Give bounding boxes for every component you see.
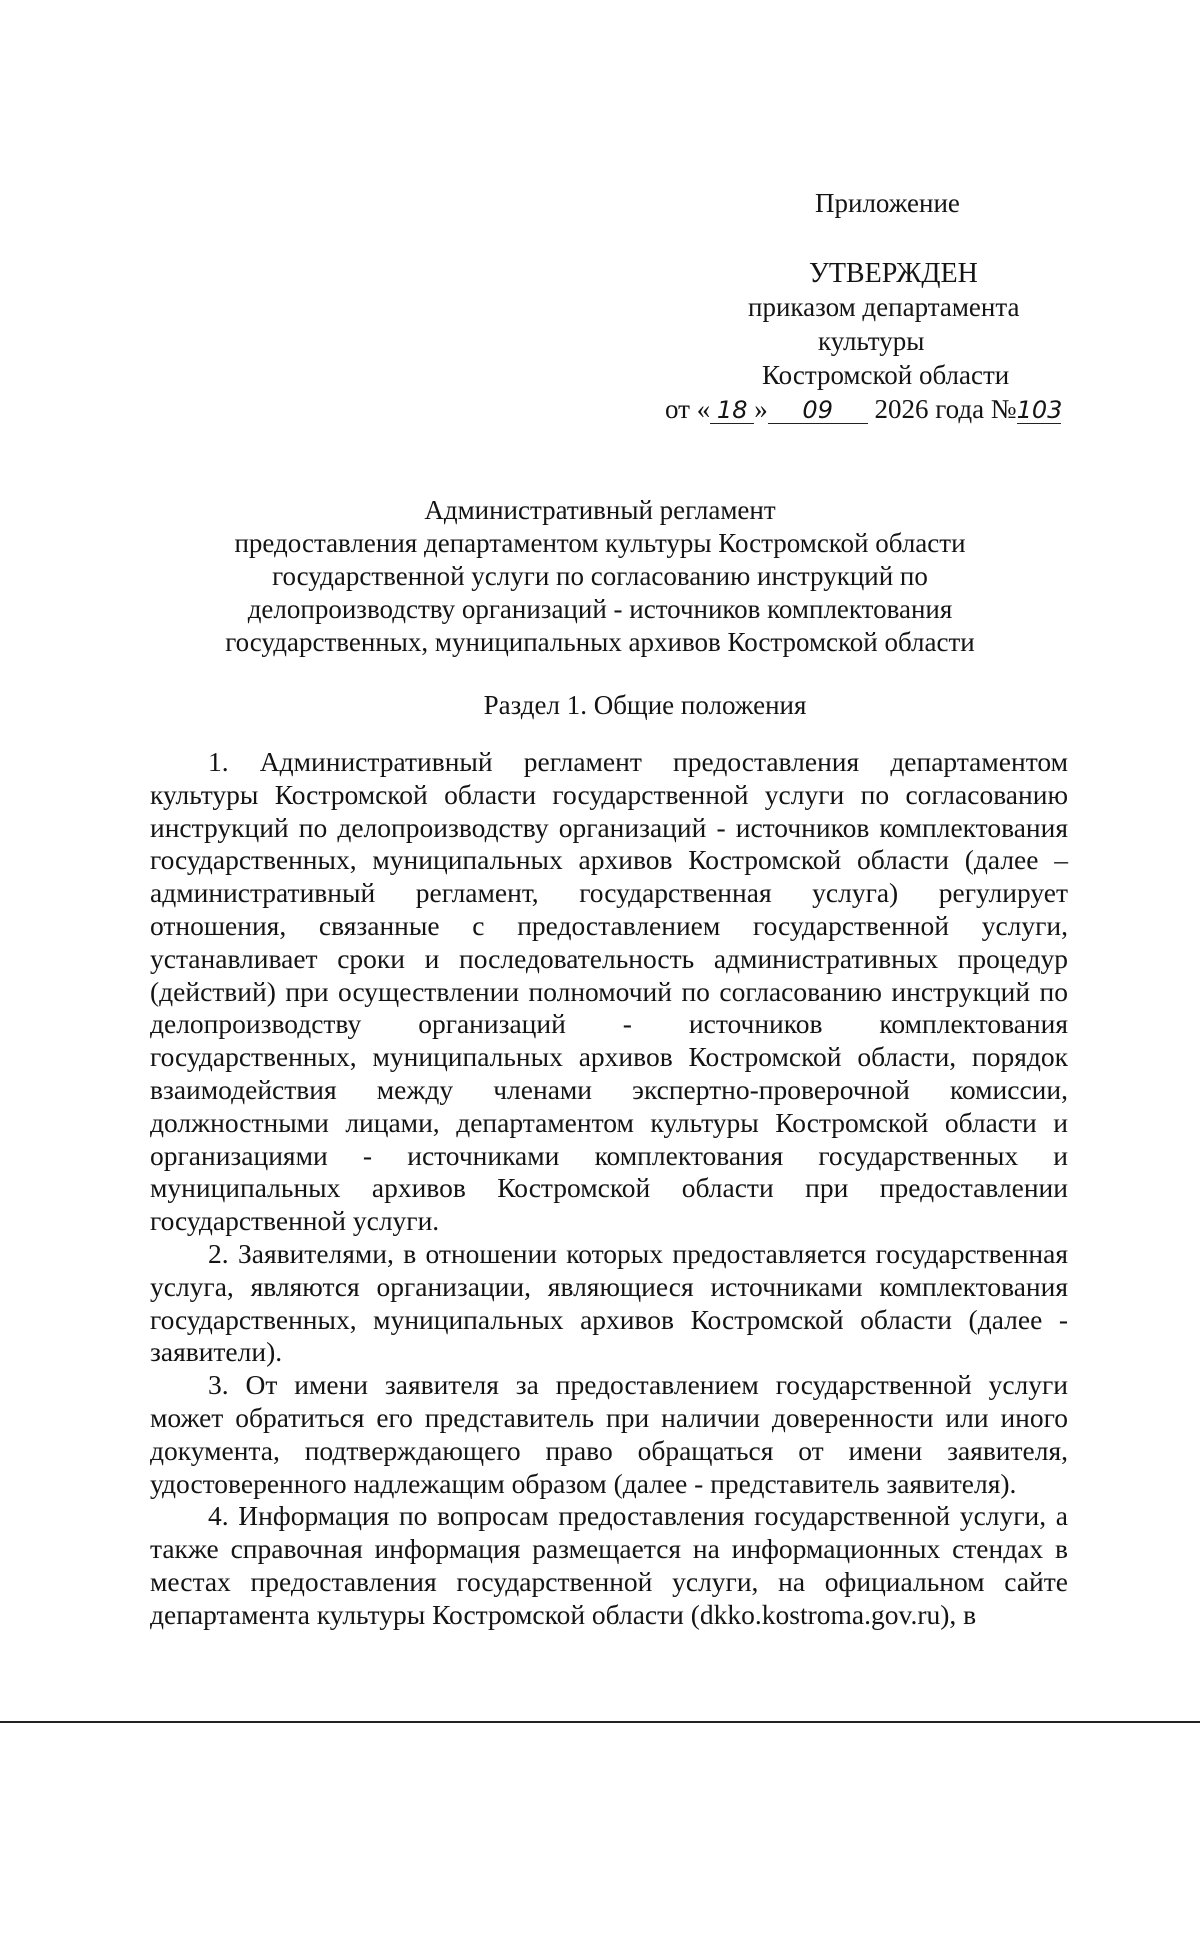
paragraph-4: 4. Информация по вопросам предоставления государственной услуги, а также справочная информация размещается на информационных стендах в местах предоставления государственной услуги, на официальном сайте департамента культуры Костромской области (dkko.kostroma.gov.ru), в: [150, 1500, 1068, 1630]
paragraph-3: 3. От имени заявителя за предоставлением государственной услуги может обратиться его представитель при наличии доверенности или иного документа, подтверждающего право обращаться от имени заявителя, удостоверенного надлежащим образом (далее - представитель заявителя).: [150, 1369, 1068, 1499]
handwritten-order-number: 103: [1016, 396, 1063, 424]
approval-date-line: [665, 394, 1061, 425]
footer-divider: [0, 1721, 1200, 1723]
title-line: предоставления департаментом культуры Костромской области: [234, 528, 966, 558]
paragraph-1: 1. Административный регламент предоставления департаментом культуры Костромской области государственной услуги по согласованию инструкций по делопроизводству организаций - источников комплектования государственных, муниципальных архивов Костромской области (далее – административный регламент, государственная услуга) регулирует отношения, связанные с предоставлением государственной услуги, устанавливает сроки и последовательность административных процедур (действий) при осуществлении полномочий по согласованию инструкций по делопроизводству организаций - источников комплектования государственных, муниципальных архивов Костромской области, порядок взаимодействия между членами экспертно-проверочной комиссии, должностными лицами, департаментом культуры Костромской области и организациями - источниками комплектования государственных и муниципальных архивов Костромской области при предоставлении государственной услуги.: [150, 746, 1068, 1237]
approval-line-order: приказом департамента: [748, 292, 1020, 322]
date-prefix: от «: [665, 394, 711, 424]
handwritten-day: 18: [710, 397, 754, 424]
title-line: государственной услуги по согласованию инструкций по: [272, 561, 928, 591]
document-title: [150, 494, 1050, 659]
paragraph-2: 2. Заявителями, в отношении которых предоставляется государственная услуга, являются организации, являющиеся источниками комплектования государственных, муниципальных архивов Костромской области (далее - заявители).: [150, 1237, 1068, 1368]
date-year-text: 2026 года №: [874, 394, 1017, 424]
approval-line-culture: культуры: [818, 326, 925, 356]
document-body: [150, 746, 1068, 1632]
title-line: Административный регламент: [424, 495, 776, 525]
section-heading: Раздел 1. Общие положения: [483, 690, 807, 720]
handwritten-month: 09: [768, 397, 868, 424]
title-line: государственных, муниципальных архивов Костромской области: [225, 627, 975, 657]
appendix-label: Приложение: [815, 188, 960, 218]
date-day-close: »: [754, 394, 768, 424]
approval-line-region: Костромской области: [762, 360, 1010, 390]
approval-stamp-heading: УТВЕРЖДЕН: [809, 258, 978, 289]
title-line: делопроизводству организаций - источников комплектования: [247, 594, 953, 624]
